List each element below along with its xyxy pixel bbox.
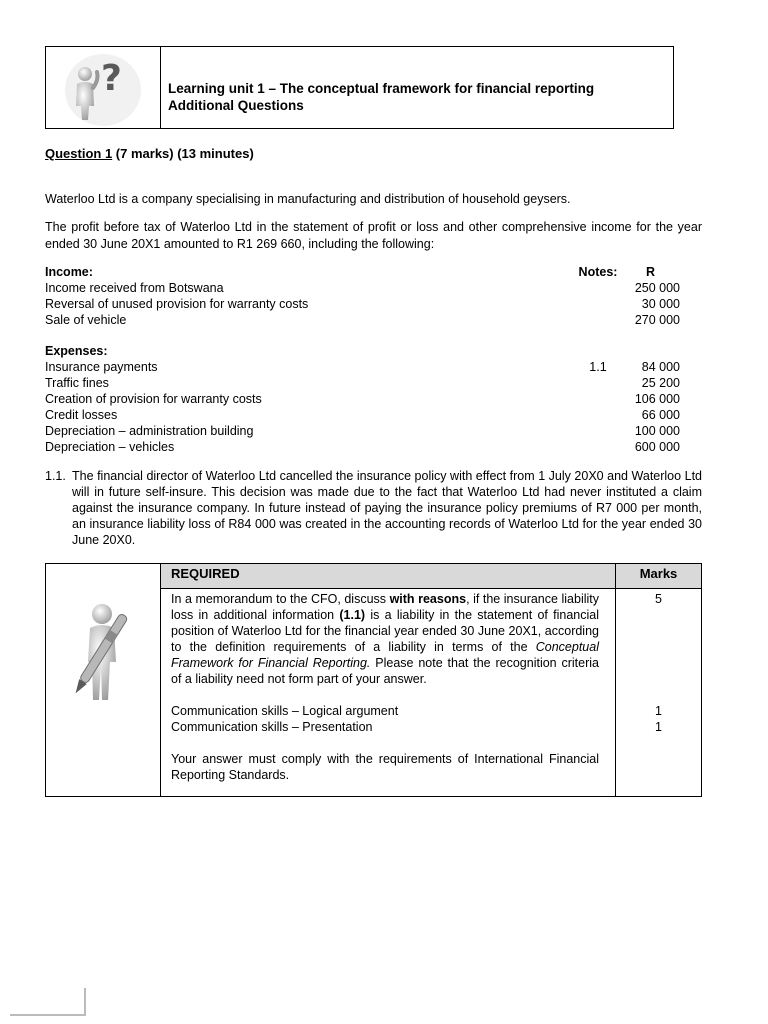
table-row: Sale of vehicle 270 000	[45, 313, 680, 327]
table-row: Depreciation – vehicles 600 000	[45, 440, 680, 454]
intro-paragraph: Waterloo Ltd is a company specialising in manufacturing and distribution of household geysers.	[45, 192, 571, 206]
divider	[160, 564, 161, 796]
question-label: Question 1	[45, 146, 113, 161]
svg-text:?: ?	[101, 58, 122, 99]
mark-value: 1	[655, 720, 662, 734]
title-line-1: Learning unit 1 – The conceptual framework for financial reporting	[168, 81, 595, 96]
income-heading-row	[45, 264, 680, 280]
table-row: Insurance payments 1.1 84 000	[45, 360, 680, 374]
expenses-heading: Expenses:	[45, 344, 108, 358]
required-table	[45, 563, 702, 797]
page-corner-mark	[10, 988, 86, 1016]
title-line-2: Additional Questions	[168, 98, 304, 113]
marks-heading: Marks	[639, 566, 678, 581]
notes-heading: Notes:	[578, 265, 618, 279]
mark-value: 5	[655, 592, 662, 606]
person-with-pen-icon	[64, 600, 134, 710]
page-title	[168, 80, 594, 114]
table-row: Income received from Botswana 250 000	[45, 281, 680, 295]
required-instruction: In a memorandum to the CFO, discuss with reasons, if the insurance liability loss in additional information (1.1) is a liability in the statement of financial position of Waterloo Ltd for the financial year ended 30 June 20X1, according to the definition requirements of a liability in terms of the Conceptual Framework for Financial Reporting. Please note that the recognition criteria of a liability need not form part of your answer.	[171, 592, 600, 686]
required-heading: REQUIRED	[171, 566, 240, 581]
skill-logical-argument: Communication skills – Logical argument	[171, 704, 399, 718]
question-marks-time: (7 marks) (13 minutes)	[112, 146, 254, 161]
table-row: Reversal of unused provision for warranty costs 30 000	[45, 297, 680, 311]
header-icon-cell	[46, 47, 161, 128]
required-text	[171, 591, 599, 783]
expenses-heading-row	[45, 343, 680, 359]
question-heading	[45, 146, 254, 161]
table-row: Credit losses 66 000	[45, 408, 680, 422]
income-heading: Income:	[45, 265, 93, 279]
question-person-icon	[63, 50, 143, 126]
note-number: 1.1.	[45, 469, 66, 483]
mark-value: 1	[655, 704, 662, 718]
table-row: Traffic fines 25 200	[45, 376, 680, 390]
required-footer: Your answer must comply with the requirements of International Financial Reporting Standards.	[171, 752, 599, 782]
profit-paragraph: The profit before tax of Waterloo Ltd in the statement of profit or loss and other comprehensive income for the year ended 30 June 20X1 amounted to R1 269 660, including the following:	[45, 220, 702, 251]
header-box	[45, 46, 674, 129]
table-row: Depreciation – administration building 100 000	[45, 424, 680, 438]
skill-presentation: Communication skills – Presentation	[171, 720, 373, 734]
table-row: Creation of provision for warranty costs 106 000	[45, 392, 680, 406]
currency-heading: R	[645, 265, 655, 279]
note-text: The financial director of Waterloo Ltd cancelled the insurance policy with effect from 1 July 20X0 and Waterloo Ltd will in future self-insure. This decision was made due to the fact that Waterloo Ltd had never instituted a claim against the insurance company. In future instead of paying the insurance policy premiums of R7 000 per month, an insurance liability loss of R84 000 was created in the accounting records of Waterloo Ltd for the year ended 30 June 20X0.	[72, 469, 702, 547]
